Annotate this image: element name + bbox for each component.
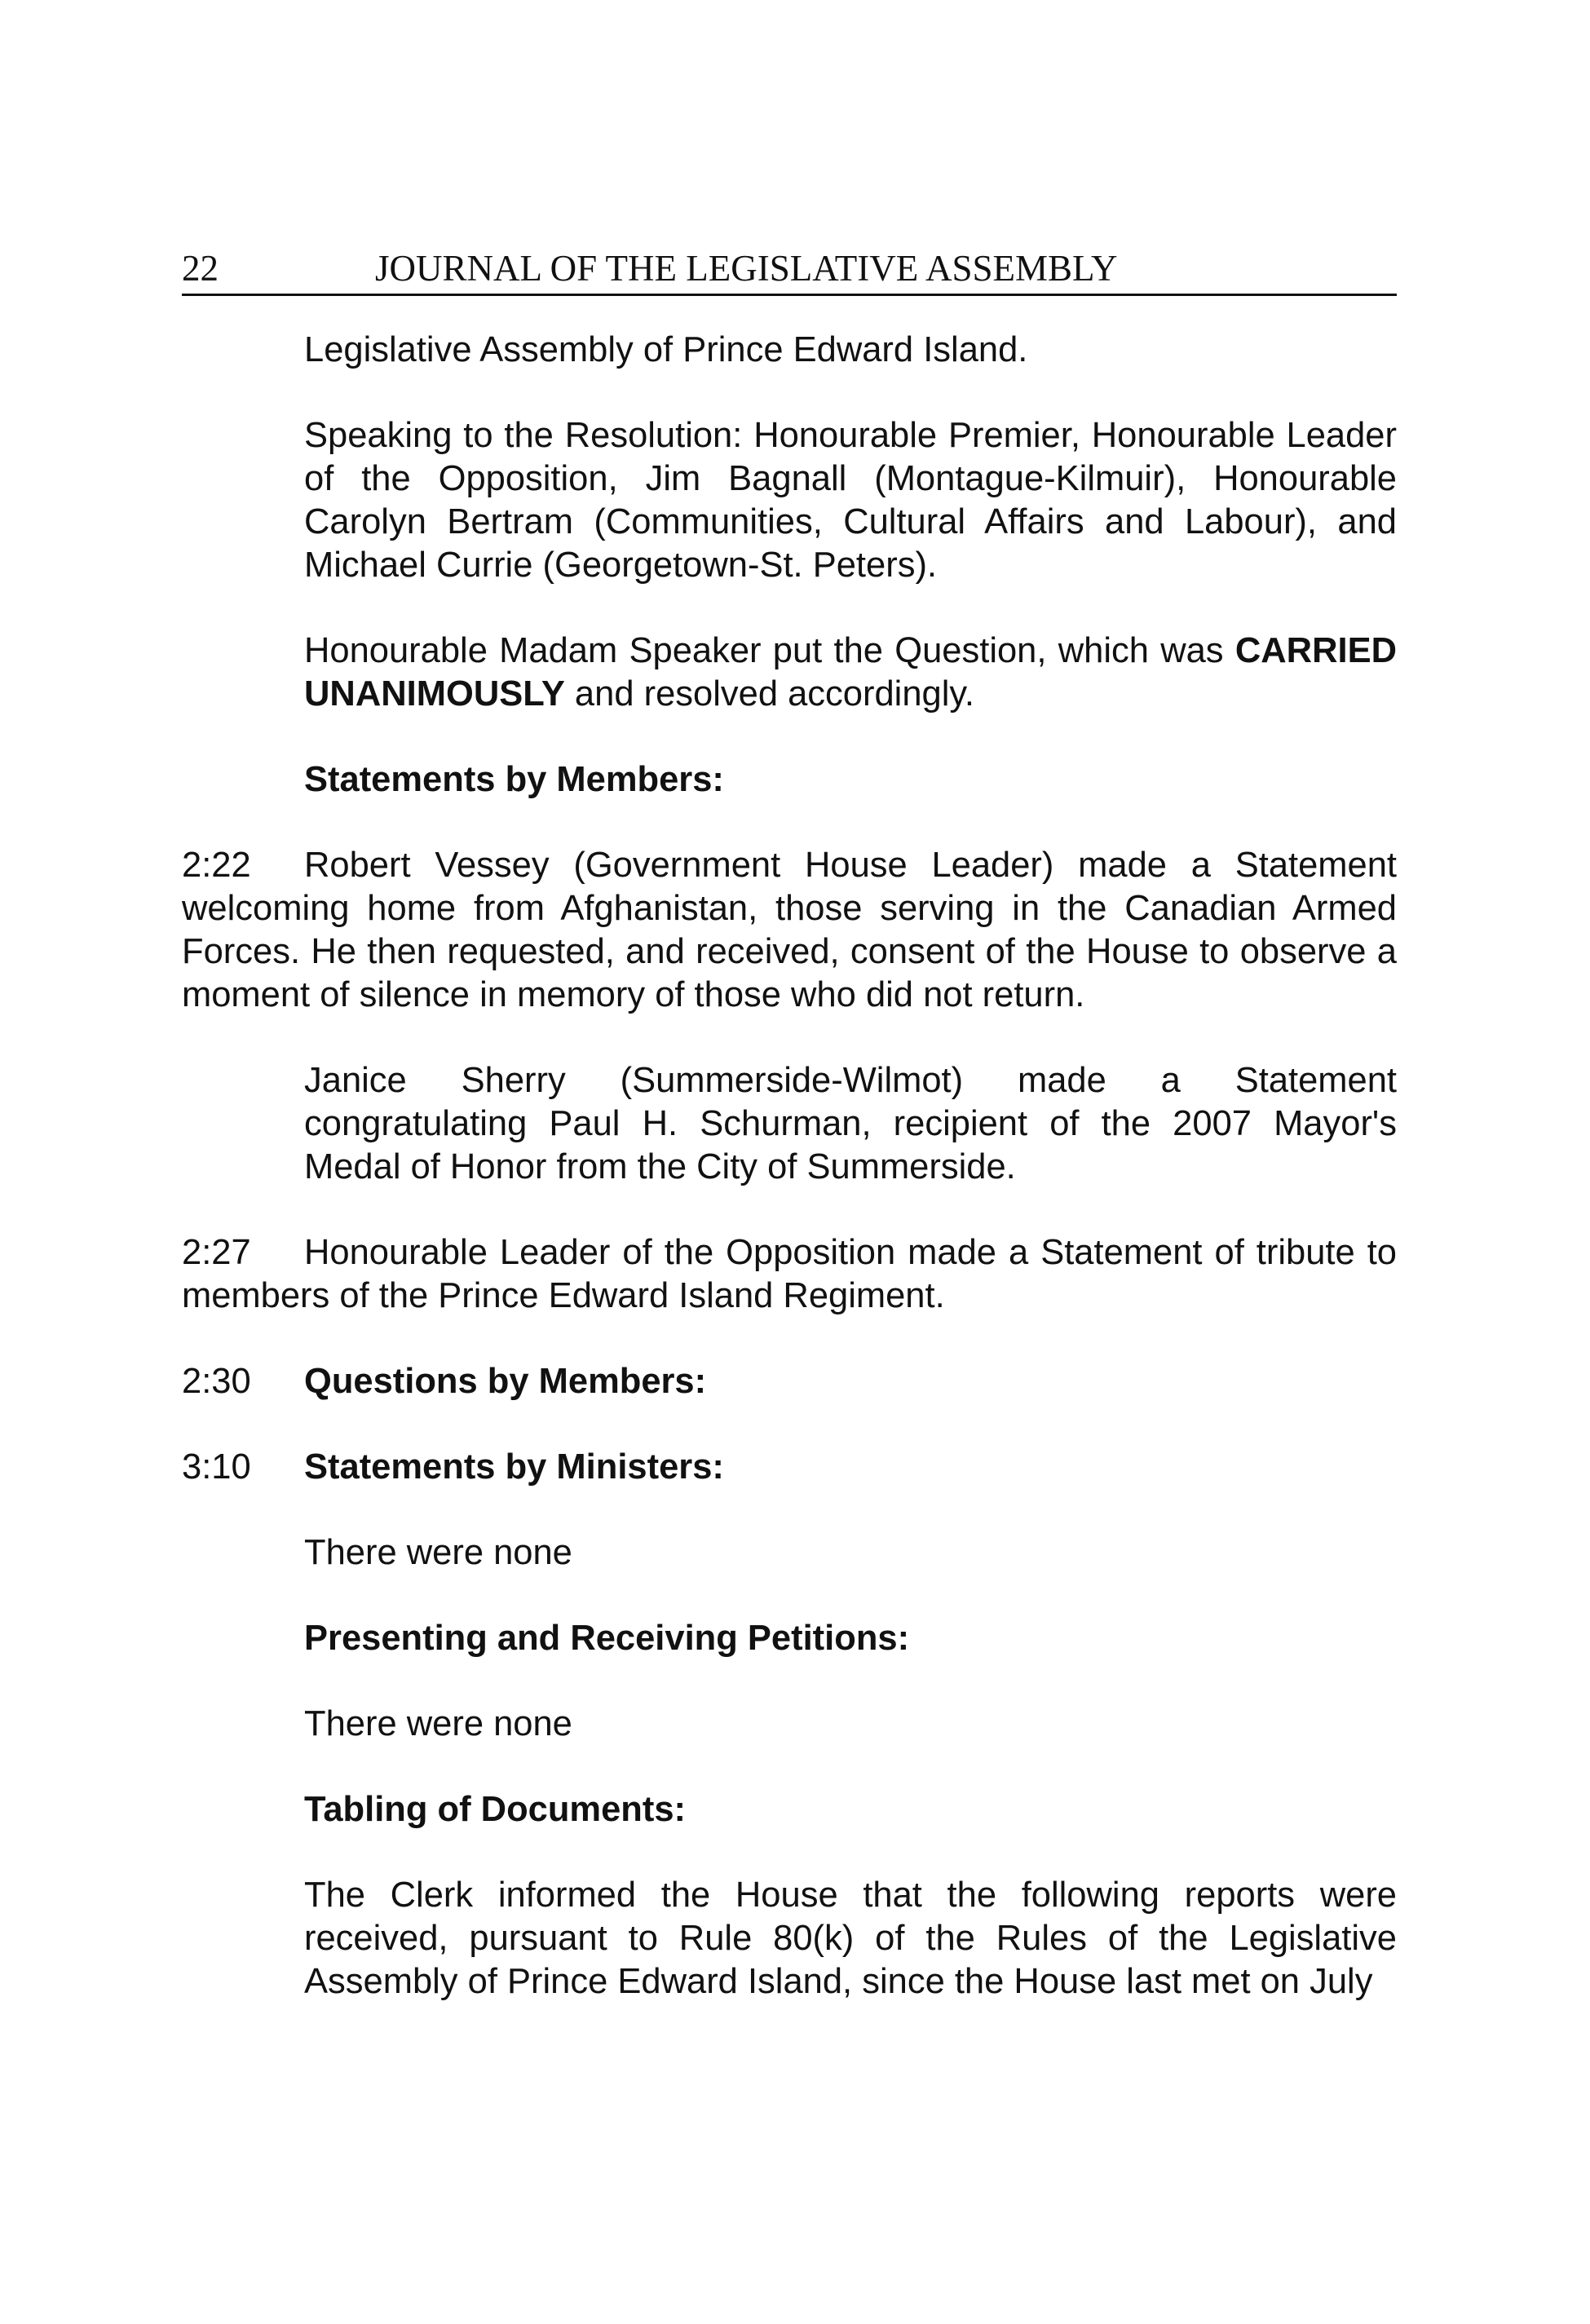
time-stamp: 3:10 [182, 1447, 251, 1487]
statement-text: Robert Vessey (Government House Leader) made a Statement welcoming home from Afghanistan, those serving in the Canadian Armed Forces. He then requested, and received, consent of the House to observe a moment of silence in memory of those who did not return. [182, 846, 1397, 1014]
carried-unanimously: CARRIED UNANIMOUSLY [304, 631, 1397, 714]
time-stamp: 2:27 [182, 1233, 251, 1272]
paragraph-none-petitions: There were none [304, 1704, 572, 1743]
question-text: Honourable Madam Speaker put the Question, which was [304, 631, 1235, 670]
running-header [182, 243, 1397, 296]
heading-statements-by-ministers-row [182, 1446, 1397, 1489]
heading-statements-by-members: Statements by Members: [304, 760, 724, 799]
heading-tabling-documents: Tabling of Documents: [304, 1790, 687, 1829]
paragraph-opposition-tribute [182, 1231, 1397, 1318]
paragraph-speaking-to-resolution: Speaking to the Resolution: Honourable Premier, Honourable Leader of the Opposition, Jim Bagnall (Montague-Kilmuir), Honourable Carolyn Bertram (Communities, Cultural Affairs and Labour), and Michael Currie (Georgetown-St. Peters). [304, 416, 1397, 585]
heading-statements-by-ministers: Statements by Ministers: [304, 1447, 724, 1487]
paragraph-assembly: Legislative Assembly of Prince Edward Island. [304, 330, 1028, 369]
time-stamp: 2:22 [182, 846, 251, 885]
time-stamp: 2:30 [182, 1362, 251, 1401]
journal-body [182, 329, 1397, 2004]
running-title: JOURNAL OF THE LEGISLATIVE ASSEMBLY [375, 248, 1118, 289]
heading-questions-by-members: Questions by Members: [304, 1362, 707, 1401]
paragraph-clerk-reports: The Clerk informed the House that the following reports were received, pursuant to Rule 80(k) of the Rules of the Legislative Assembly of Prince Edward Island, since the House last met on July [304, 1876, 1397, 2001]
paragraph-vessey-statement [182, 844, 1397, 1017]
statement-text: Honourable Leader of the Opposition made a Statement of tribute to members of the Prince Edward Island Regiment. [182, 1233, 1397, 1315]
paragraph-none-ministers: There were none [304, 1533, 572, 1572]
heading-petitions: Presenting and Receiving Petitions: [304, 1619, 910, 1658]
page-number: 22 [182, 248, 219, 289]
resolved-text: and resolved accordingly. [564, 674, 974, 714]
paragraph-sherry-statement: Janice Sherry (Summerside-Wilmot) made a Statement congratulating Paul H. Schurman, recipient of the 2007 Mayor's Medal of Honor from the City of Summerside. [304, 1061, 1397, 1186]
paragraph-question-result [304, 630, 1397, 716]
heading-questions-by-members-row [182, 1360, 1397, 1403]
